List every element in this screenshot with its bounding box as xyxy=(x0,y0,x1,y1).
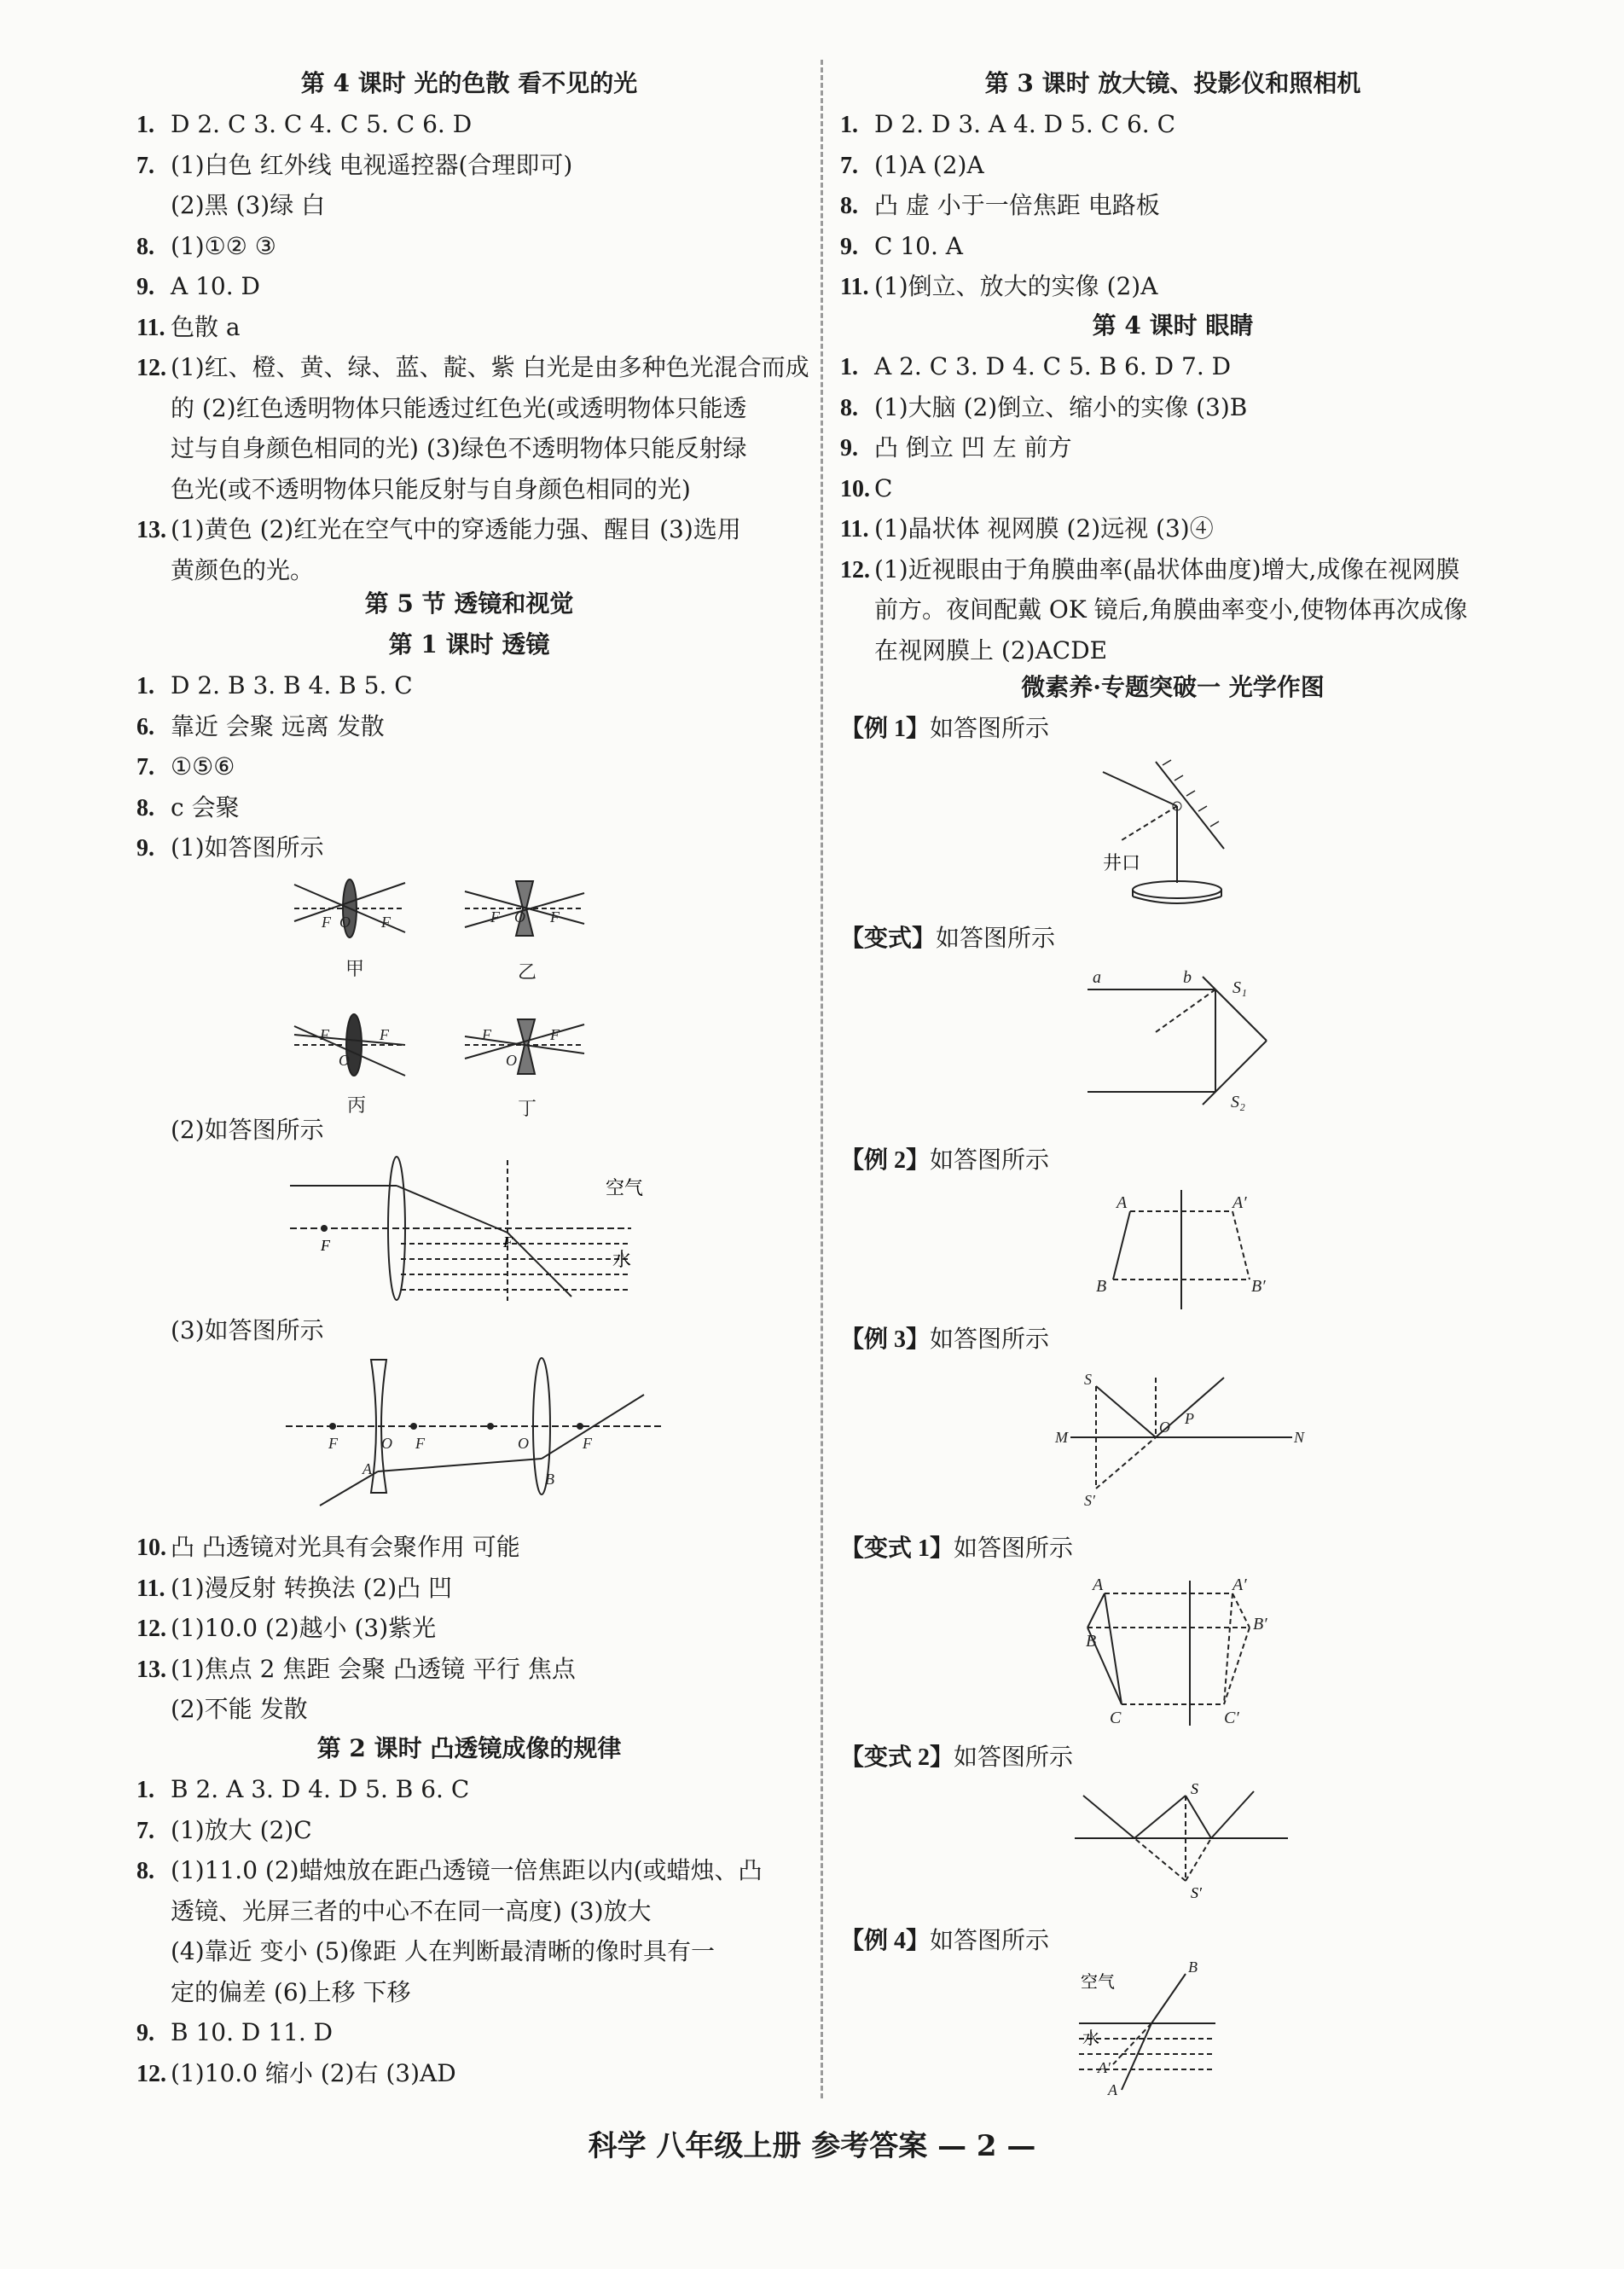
answer-text: (1)放大 (2)C xyxy=(171,1815,312,1844)
label-F: F xyxy=(490,908,500,926)
answer-text: (1)黄色 (2)红光在空气中的穿透能力强、醒目 (3)选用 xyxy=(171,515,741,543)
answer-text: c 会聚 xyxy=(171,792,240,821)
label-O: O xyxy=(518,1435,529,1452)
answer-text: 凸 虚 小于一倍焦距 电路板 xyxy=(874,191,1160,219)
answer-text: 过与自身颜色相同的光) (3)绿色不透明物体只能反射绿 xyxy=(171,434,747,462)
answer-line xyxy=(136,710,385,745)
example-item xyxy=(840,1143,1049,1178)
label-S-prime: S′ xyxy=(1084,1492,1095,1509)
answer-text: (4)靠近 变小 (5)像距 人在判断最清晰的像时具有一 xyxy=(171,1937,716,1965)
example-tag: 【例 2】 xyxy=(840,1147,931,1174)
question-number: 1. xyxy=(840,112,858,138)
answer-line xyxy=(136,750,235,785)
example-tag: 【例 4】 xyxy=(840,1928,931,1954)
example-text: 如答图所示 xyxy=(930,1325,1050,1353)
answer-line xyxy=(136,392,747,426)
label-F: F xyxy=(550,1026,560,1043)
question-number: 9. xyxy=(136,274,154,300)
label-O: O xyxy=(381,1435,392,1452)
well-mirror-diagram xyxy=(1096,755,1267,908)
answer-text: (1)焦点 2 焦距 会聚 凸透镜 平行 焦点 xyxy=(171,1654,576,1683)
label-air: 空气 xyxy=(606,1177,644,1198)
question-number: 12. xyxy=(136,355,166,381)
label-O: O xyxy=(1159,1419,1170,1436)
label-B: B xyxy=(545,1471,554,1488)
example-item xyxy=(840,711,1049,746)
example-text: 如答图所示 xyxy=(930,714,1050,742)
question-number: 7. xyxy=(840,152,858,179)
label-F: F xyxy=(320,1026,329,1043)
label-air: 空气 xyxy=(1081,1973,1115,1992)
example-item xyxy=(840,921,1055,956)
section-title: 第 1 课时 透镜 xyxy=(388,630,550,659)
answer-text: (1)白色 红外线 电视遥控器(合理即可) xyxy=(171,150,573,179)
answer-text: (1)如答图所示 xyxy=(171,833,324,862)
question-number: 7. xyxy=(136,1817,154,1844)
answer-text: (1)大脑 (2)倒立、缩小的实像 (3)B xyxy=(874,392,1248,421)
lens-water-diagram xyxy=(290,1152,648,1305)
answer-line xyxy=(136,669,413,704)
answer-text: A 2. C 3. D 4. C 5. B 6. D 7. D xyxy=(874,352,1232,380)
section-title: 第 4 课时 眼睛 xyxy=(1092,311,1254,339)
label-A: A xyxy=(1108,2081,1117,2098)
question-number: 8. xyxy=(136,1858,154,1884)
question-number: 9. xyxy=(136,835,154,862)
section-title: 微素养·专题突破一 光学作图 xyxy=(1021,673,1325,701)
label-water: 水 xyxy=(1082,2029,1099,2048)
plane-mirror-image-diagram xyxy=(1096,1186,1267,1314)
answer-line xyxy=(840,593,1467,627)
label-F: F xyxy=(380,1026,389,1043)
answer-line xyxy=(840,431,1072,466)
label-A: A xyxy=(1093,1576,1104,1594)
question-number: 12. xyxy=(136,2060,166,2087)
answer-line xyxy=(840,189,1160,223)
label-F: F xyxy=(550,908,560,926)
label-P: P xyxy=(1185,1410,1194,1427)
answer-line xyxy=(136,1692,308,1726)
question-number: 13. xyxy=(136,517,166,543)
answer-line xyxy=(840,229,963,264)
answer-text: 在视网膜上 (2)ACDE xyxy=(874,635,1108,664)
section-title: 第 5 节 透镜和视觉 xyxy=(364,589,574,618)
answer-text: (2)黑 (3)绿 白 xyxy=(171,191,326,219)
label-B1: B′ xyxy=(1251,1277,1266,1296)
answer-text: (1)近视眼由于角膜曲率(晶状体曲度)增大,成像在视网膜 xyxy=(874,554,1460,583)
label-F: F xyxy=(328,1435,338,1452)
label-A: A xyxy=(362,1460,372,1477)
label-B: B xyxy=(1188,1959,1198,1976)
label-F: F xyxy=(322,914,331,931)
answer-line xyxy=(136,270,260,305)
answer-text: (2)不能 发散 xyxy=(171,1695,308,1723)
label-S2: S₂ xyxy=(1231,1093,1245,1111)
label-O: O xyxy=(514,908,525,926)
label-F: F xyxy=(482,1026,491,1043)
example-tag: 【例 1】 xyxy=(840,716,931,742)
answer-text: A 10. D xyxy=(171,272,260,300)
example-text: 如答图所示 xyxy=(930,1146,1050,1174)
answer-line xyxy=(136,189,325,223)
question-number: 10. xyxy=(136,1535,166,1561)
question-number: 12. xyxy=(136,1616,166,1642)
example-text: 如答图所示 xyxy=(930,1926,1050,1954)
question-number: 8. xyxy=(840,193,858,219)
label-F: F xyxy=(503,1233,513,1251)
label-F: F xyxy=(583,1435,592,1452)
question-number: 9. xyxy=(840,435,858,461)
answer-line xyxy=(136,229,276,264)
label-B1: B′ xyxy=(1253,1615,1267,1634)
answer-line xyxy=(136,1935,715,1969)
answer-line xyxy=(136,1854,763,1889)
answer-line xyxy=(840,148,984,183)
lens-diagram-group xyxy=(286,874,593,1147)
label-N: N xyxy=(1294,1429,1305,1446)
example-text: 如答图所示 xyxy=(954,1534,1074,1562)
question-number: 1. xyxy=(136,112,154,138)
answer-text: 凸 倒立 凹 左 前方 xyxy=(874,433,1072,461)
answer-line xyxy=(136,432,747,466)
answer-line xyxy=(136,310,241,345)
answer-text: (1)10.0 (2)越小 (3)紫光 xyxy=(171,1614,437,1642)
answer-line xyxy=(136,1976,410,2010)
answer-line xyxy=(136,1773,469,1808)
example-item xyxy=(840,1531,1073,1566)
question-number: 8. xyxy=(136,233,154,260)
triangle-mirror-diagram xyxy=(1088,1576,1309,1730)
answer-text: (1)11.0 (2)蜡烛放在距凸透镜一倍焦距以内(或蜡烛、凸 xyxy=(171,1856,763,1884)
question-number: 1. xyxy=(136,673,154,699)
question-number: 7. xyxy=(136,754,154,781)
answer-line xyxy=(136,1813,312,1848)
answer-line xyxy=(840,472,892,507)
label-C1: C′ xyxy=(1224,1709,1239,1727)
example-tag: 【例 3】 xyxy=(840,1326,931,1353)
answer-text: 的 (2)红色透明物体只能透过红色光(或透明物体只能透 xyxy=(171,393,747,422)
question-number: 8. xyxy=(136,794,154,821)
label-A-prime: A′ xyxy=(1098,2059,1111,2076)
answer-line xyxy=(136,554,314,588)
label-O: O xyxy=(339,914,351,931)
answer-line xyxy=(136,831,324,866)
question-number: 9. xyxy=(136,2020,154,2046)
question-number: 7. xyxy=(136,152,154,179)
answer-line xyxy=(136,513,741,548)
answer-line xyxy=(136,107,472,142)
label-C: C xyxy=(1110,1709,1122,1727)
label-ding: 丁 xyxy=(518,1098,537,1119)
label-M: M xyxy=(1055,1429,1068,1446)
answer-text: 色散 a xyxy=(171,312,241,341)
label-B: B xyxy=(1086,1632,1097,1651)
answer-text: (1)10.0 缩小 (2)右 (3)AD xyxy=(171,2058,456,2087)
label-a: a xyxy=(1093,968,1101,987)
question-number: 11. xyxy=(136,1575,165,1602)
answer-text: (1)倒立、放大的实像 (2)A xyxy=(874,272,1158,300)
label-well: 井口 xyxy=(1103,852,1141,873)
label-A1: A′ xyxy=(1232,1576,1247,1594)
question-number: 6. xyxy=(136,713,154,740)
answer-text: 凸 凸透镜对光具有会聚作用 可能 xyxy=(171,1533,520,1561)
answer-text: 黄颜色的光。 xyxy=(171,555,315,584)
answer-text: D 2. D 3. A 4. D 5. C 6. C xyxy=(874,110,1175,138)
label-B: B xyxy=(1096,1277,1107,1296)
answer-line xyxy=(136,2057,456,2092)
answer-text: ①⑤⑥ xyxy=(171,752,235,781)
sub-answer: (3)如答图所示 xyxy=(171,1316,324,1344)
answer-line xyxy=(840,107,1175,142)
label-water: 水 xyxy=(612,1249,632,1270)
label-O: O xyxy=(506,1052,517,1069)
answer-text: 定的偏差 (6)上移 下移 xyxy=(171,1977,411,2006)
two-source-mirror-diagram xyxy=(1075,1779,1296,1906)
answer-line xyxy=(136,1571,452,1606)
answer-line xyxy=(136,791,240,826)
answer-text: D 2. B 3. B 4. B 5. C xyxy=(171,671,413,699)
section-title: 第 2 课时 凸透镜成像的规律 xyxy=(316,1734,622,1762)
answer-text: 前方。夜间配戴 OK 镜后,角膜曲率变小,使物体再次成像 xyxy=(874,595,1468,624)
answer-text: (1)①② ③ xyxy=(171,231,276,260)
label-S-prime: S′ xyxy=(1191,1884,1202,1901)
question-number: 11. xyxy=(840,516,869,543)
question-number: 1. xyxy=(136,1777,154,1803)
label-F: F xyxy=(321,1237,330,1254)
answer-line xyxy=(840,553,1459,588)
answer-text: B 2. A 3. D 4. D 5. B 6. C xyxy=(171,1775,470,1803)
answer-text: C xyxy=(874,473,893,502)
answer-text: 透镜、光屏三者的中心不在同一高度) (3)放大 xyxy=(171,1896,652,1925)
answer-text: B 10. D 11. D xyxy=(171,2018,334,2046)
question-number: 9. xyxy=(840,233,858,260)
answer-line xyxy=(136,1652,576,1687)
label-O: O xyxy=(339,1052,350,1069)
label-A1: A′ xyxy=(1232,1193,1247,1212)
answer-line xyxy=(840,634,1107,668)
label-A: A xyxy=(1116,1193,1128,1212)
example-item xyxy=(840,1740,1073,1775)
question-number: 12. xyxy=(840,556,870,583)
answer-text: 色光(或不透明物体只能反射与自身颜色相同的光) xyxy=(171,474,691,503)
answer-text: (1)红、橙、黄、绿、蓝、靛、紫 白光是由多种色光混合而成 xyxy=(171,353,809,381)
label-F: F xyxy=(415,1435,425,1452)
example-tag: 【变式 1】 xyxy=(840,1535,954,1562)
answer-text: (1)晶状体 视网膜 (2)远视 (3)④ xyxy=(874,514,1214,543)
answer-line xyxy=(136,1611,436,1646)
question-number: 8. xyxy=(840,394,858,421)
two-mirror-diagram xyxy=(1088,964,1343,1117)
section-title: 第 3 课时 放大镜、投影仪和照相机 xyxy=(984,69,1361,97)
label-yi: 乙 xyxy=(518,961,537,983)
label-bing: 丙 xyxy=(347,1094,367,1116)
example-text: 如答图所示 xyxy=(954,1743,1074,1771)
label-S1: S₁ xyxy=(1232,978,1247,997)
question-number: 11. xyxy=(840,274,869,300)
answer-line xyxy=(840,350,1231,385)
mirror-reflection-diagram xyxy=(1053,1369,1309,1523)
question-number: 11. xyxy=(136,314,165,341)
example-tag: 【变式】 xyxy=(840,926,937,952)
example-tag: 【变式 2】 xyxy=(840,1744,954,1771)
column-divider xyxy=(821,60,823,2098)
answer-line xyxy=(136,2016,333,2051)
question-number: 1. xyxy=(840,354,858,380)
label-jia: 甲 xyxy=(345,958,365,979)
answer-line xyxy=(136,1530,520,1565)
section-title: 第 4 课时 光的色散 看不见的光 xyxy=(300,69,638,97)
answer-line xyxy=(136,351,809,386)
sub-answer: (2)如答图所示 xyxy=(171,1116,324,1144)
answer-line xyxy=(136,473,691,507)
answer-line xyxy=(840,512,1214,547)
label-S: S xyxy=(1191,1780,1198,1797)
answer-text: (1)漫反射 转换法 (2)凸 凹 xyxy=(171,1573,453,1602)
example-item xyxy=(840,1322,1049,1357)
refraction-diagram xyxy=(1079,1959,1250,2098)
answer-text: 靠近 会聚 远离 发散 xyxy=(171,711,385,740)
answer-line xyxy=(136,1895,652,1929)
question-number: 10. xyxy=(840,475,870,502)
label-S: S xyxy=(1084,1371,1092,1388)
answer-text: C 10. A xyxy=(874,231,963,260)
answer-text: D 2. C 3. C 4. C 5. C 6. D xyxy=(171,110,473,138)
answer-line xyxy=(840,391,1247,426)
page-footer: 科学 八年级上册 参考答案 — 2 — xyxy=(588,2129,1036,2163)
question-number: 13. xyxy=(136,1656,166,1683)
answer-line xyxy=(136,148,572,183)
example-text: 如答图所示 xyxy=(936,924,1056,952)
two-lens-diagram xyxy=(286,1356,670,1510)
label-b: b xyxy=(1183,968,1192,987)
answer-text: (1)A (2)A xyxy=(874,150,984,179)
label-F: F xyxy=(381,914,391,931)
answer-line xyxy=(840,270,1157,305)
example-item xyxy=(840,1924,1049,1959)
